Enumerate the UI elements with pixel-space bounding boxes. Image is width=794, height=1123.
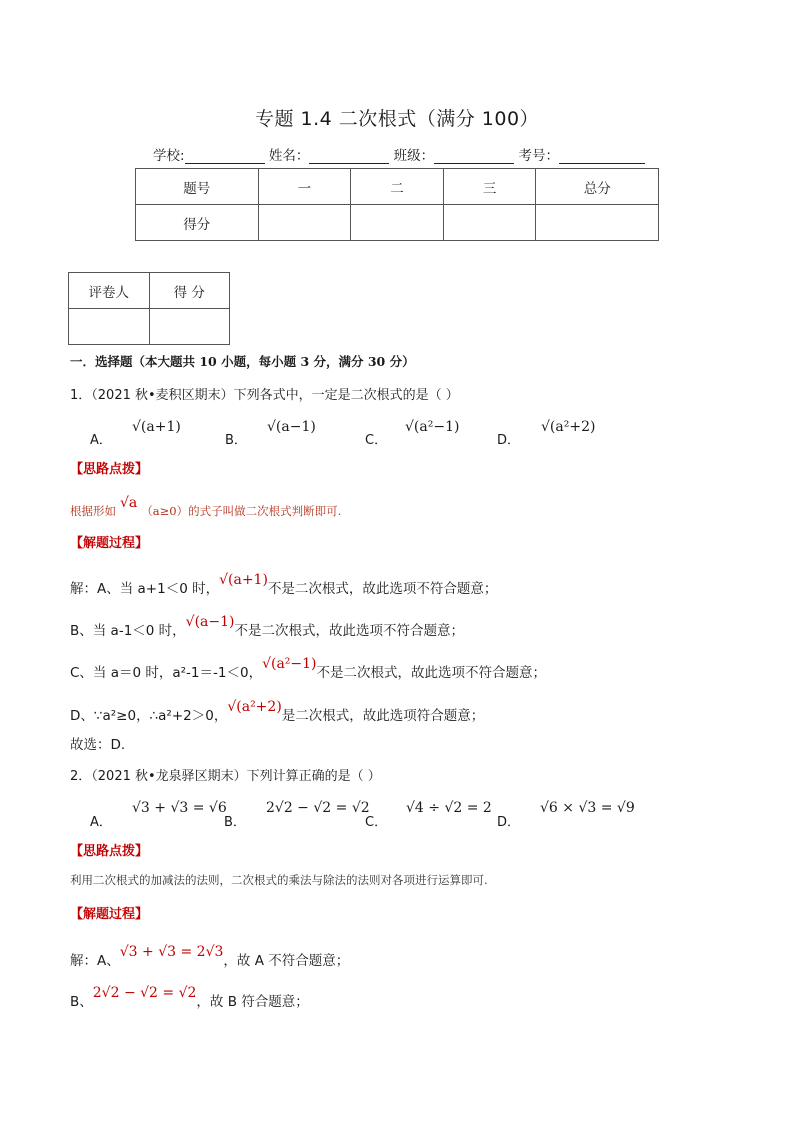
q1-option-d-label: D． <box>497 433 521 448</box>
question-1-stem: 1．（2021 秋•麦积区期末）下列各式中，一定是二次根式的是（ ） <box>70 388 459 403</box>
q2-option-d-expr: √6 × √3 = √9 <box>540 800 635 816</box>
solution-expr: √(a−1) <box>185 614 235 630</box>
score-table-header: 一 <box>258 169 351 205</box>
q1-solution-tag: 【解题过程】 <box>70 536 149 551</box>
sqrt-a-expr: √a <box>120 495 138 511</box>
solution-expr: √3 + √3 = 2√3 <box>119 944 224 960</box>
solution-pre: 解：A、当 a+1＜0 时， <box>70 581 220 597</box>
q1-option-d-expr: √(a²+2) <box>541 419 596 435</box>
q2-hint: 利用二次根式的加减法的法则，二次根式的乘法与除法的法则对各项进行运算即可. <box>70 873 488 887</box>
solution-post: ，故 A 不符合题意； <box>223 953 350 969</box>
q2-option-a-label: A． <box>90 815 112 830</box>
grader-score-label: 得 分 <box>149 273 230 309</box>
name-field[interactable] <box>309 149 389 164</box>
student-info <box>153 144 645 164</box>
q1-answer: 故选：D. <box>70 737 126 753</box>
q1-option-c-expr: √(a²−1) <box>405 419 460 435</box>
score-table-header: 二 <box>351 169 444 205</box>
solution-post: 不是二次根式，故此选项不符合题意； <box>267 581 498 597</box>
q2-option-a-expr: √3 + √3 = √6 <box>132 800 227 816</box>
question-2-stem: 2．（2021 秋•龙泉驿区期末）下列计算正确的是（ ） <box>70 769 381 784</box>
name-label: 姓名： <box>268 148 310 164</box>
q2-option-c-label: C． <box>365 815 388 830</box>
class-field[interactable] <box>434 149 514 164</box>
solution-post: 不是二次根式，故此选项不符合题意； <box>316 665 547 681</box>
grader-label: 评卷人 <box>69 273 150 309</box>
solution-post: 是二次根式，故此选项符合题意； <box>281 708 485 724</box>
exam-no-label: 考号： <box>518 148 559 164</box>
q2-option-b-label: B． <box>224 815 246 830</box>
q1-solution-line <box>70 572 498 597</box>
grader-table <box>68 272 230 345</box>
school-label: 学校: <box>153 148 185 164</box>
q1-option-a-expr: √(a+1) <box>132 419 181 435</box>
score-cell[interactable] <box>443 205 536 241</box>
q1-hint-cond: （a≥0）的式子叫做二次根式判断即可. <box>141 504 342 518</box>
q1-option-c-label: C． <box>365 433 388 448</box>
q1-hint-pre: 根据形如 <box>70 504 116 518</box>
score-table-header: 三 <box>443 169 536 205</box>
q1-solution-line <box>70 656 547 681</box>
section-heading: 一．选择题（本大题共 10 小题，每小题 3 分，满分 30 分） <box>70 354 415 369</box>
solution-expr: 2√2 − √2 = √2 <box>92 985 197 1001</box>
q1-hint <box>70 495 342 519</box>
solution-post: ，故 B 符合题意； <box>196 994 309 1010</box>
score-cell[interactable] <box>258 205 351 241</box>
school-field[interactable] <box>185 149 265 164</box>
solution-pre: D、∵a²≥0，∴a²+2＞0， <box>70 708 228 724</box>
grader-cell[interactable] <box>149 309 230 345</box>
score-table <box>135 168 659 241</box>
q2-option-d-label: D． <box>497 815 521 830</box>
score-table-header: 总分 <box>536 169 659 205</box>
class-label: 班级： <box>393 148 435 164</box>
q2-solution-line <box>70 944 350 969</box>
grader-cell[interactable] <box>69 309 150 345</box>
solution-pre: B、当 a-1＜0 时， <box>70 623 186 639</box>
q2-option-c-expr: √4 ÷ √2 = 2 <box>406 800 492 816</box>
q2-solution-tag: 【解题过程】 <box>70 907 149 922</box>
score-cell[interactable] <box>536 205 659 241</box>
q2-hint-tag: 【思路点拨】 <box>70 844 149 859</box>
q1-hint-tag: 【思路点拨】 <box>70 462 149 477</box>
solution-expr: √(a²+2) <box>227 699 282 715</box>
q1-solution-line <box>70 614 465 639</box>
solution-expr: √(a²−1) <box>262 656 317 672</box>
q1-option-b-label: B． <box>225 433 247 448</box>
solution-pre: B、 <box>70 994 93 1010</box>
score-row-label: 得分 <box>136 205 259 241</box>
q1-option-b-expr: √(a−1) <box>267 419 316 435</box>
q2-solution-line <box>70 985 309 1010</box>
q1-option-a-label: A． <box>90 433 112 448</box>
q2-option-b-expr: 2√2 − √2 = √2 <box>266 800 370 816</box>
q1-solution-line <box>70 699 485 724</box>
solution-pre: 解：A、 <box>70 953 120 969</box>
solution-expr: √(a+1) <box>219 572 268 588</box>
solution-post: 不是二次根式，故此选项不符合题意； <box>234 623 465 639</box>
score-table-header: 题号 <box>136 169 259 205</box>
solution-pre: C、当 a＝0 时，a²-1＝-1＜0， <box>70 665 263 681</box>
score-cell[interactable] <box>351 205 444 241</box>
page-title: 专题 1.4 二次根式（满分 100） <box>254 108 540 130</box>
exam-no-field[interactable] <box>559 149 645 164</box>
